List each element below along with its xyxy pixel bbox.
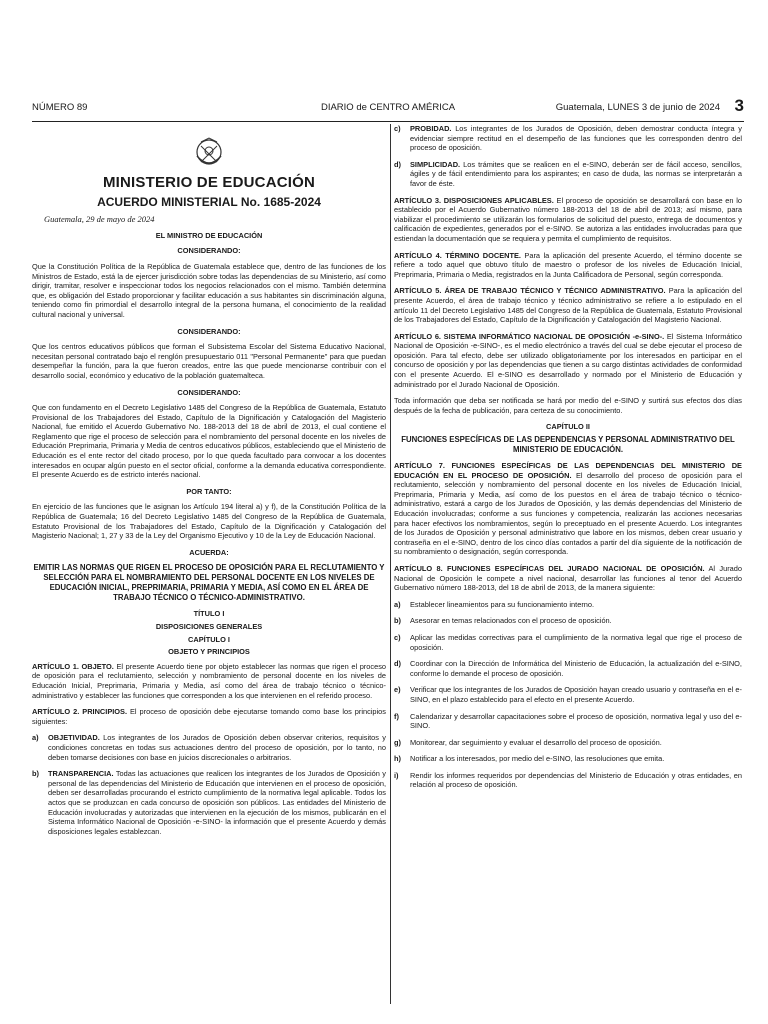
- item-label: i): [394, 770, 399, 780]
- item-text: Monitorear, dar seguimiento y evaluar el desarrollo del proceso de oposición.: [410, 737, 662, 747]
- item-text: Establecer lineamientos para su funcionamiento interno.: [410, 599, 595, 609]
- art2-head: ARTÍCULO 2. PRINCIPIOS.: [32, 707, 128, 717]
- item-label: d): [394, 159, 401, 169]
- articulo-6: [394, 332, 742, 390]
- list-item: [394, 712, 742, 731]
- item-text: Calendarizar y desarrollar capacitaciones sobre el proceso de oposición, normativa legal y uso del e-SINO.: [410, 711, 742, 731]
- item-body: Todas las actuaciones que realicen los integrantes de los Jurados de Oposición y personal de las dependencias del Ministerio de Educación que intervienen en el proceso de oposición, deben ser desarrolladas procurando el estricto cumplimiento de la normativa legal aplicable. Todos los actos que se produzcan en cada concurso de oposición son públicos. Las entidades del Ministerio de Educación involucradas y autorizadas que intervienen en la ejecución de los mismos, publicarán en el Sistema Informático Nacional de Oposición -e-SINO- la información que el presente Acuerdo y demás disposiciones legales establezcan.: [48, 769, 386, 836]
- art8-head: ARTÍCULO 8. FUNCIONES ESPECÍFICAS DEL JURADO NACIONAL DE OPOSICIÓN.: [394, 563, 705, 573]
- emitir-normas: EMITIR LAS NORMAS QUE RIGEN EL PROCESO DE OPOSICIÓN PARA EL RECLUTAMIENTO Y SELECCIÓN PARA EL NOMBRAMIENTO DEL PERSONAL DOCENTE EN LOS NIVELES DE EDUCACIÓN INICIAL, PREPRIMARIA, PRIMARIA Y MEDIA, ASÍ COMO EN EL ÁREA DE TRABAJO TÉCNICO O TÉCNICO-ADMINISTRATIVO.: [33, 563, 385, 603]
- articulo-2: [32, 707, 386, 726]
- objeto-principios-heading: OBJETO Y PRINCIPIOS: [168, 647, 250, 657]
- acuerdo-title: ACUERDO MINISTERIAL No. 1685-2024: [97, 194, 321, 209]
- art2-text: El proceso de oposición debe ejecutarse tomando como base los principios siguientes:: [32, 707, 386, 726]
- item-label: h): [394, 754, 401, 764]
- art1-head: ARTÍCULO 1. OBJETO.: [32, 661, 114, 671]
- page-number: 3: [734, 96, 744, 115]
- item-head: OBJETIVIDAD.: [48, 733, 100, 743]
- art8-text: Al Jurado Nacional de Oposición le compete a nivel nacional, desarrollar las funciones al tenor del Acuerdo Gubernativo número 188-2013, del 18 de abril de 2013, de la manera siguiente:: [394, 563, 742, 593]
- art3-head: ARTÍCULO 3. DISPOSICIONES APLICABLES.: [394, 195, 554, 205]
- item-text: Rendir los informes requeridos por dependencias del Ministerio de Educación y otras entidades, en relación al proceso de oposición.: [410, 770, 742, 790]
- item-text: Notificar a los interesados, por medio del e-SINO, las resoluciones que emita.: [410, 754, 665, 764]
- articulo-4: [394, 251, 742, 280]
- considerando-2: Que los centros educativos públicos que forman el Subsistema Escolar del Sistema Educativo Nacional, necesitan personal contratado bajo el renglón presupuestario 011 "Personal Permanente" para que puedan desempeñar la función, para la que fueron creados, entre las que puede mencionarse contribuir con el desarrollo social, económico y educativo de la población guatemalteca.: [32, 342, 386, 380]
- item-text: [48, 733, 386, 762]
- column-divider: [390, 124, 391, 1004]
- issue-number: NÚMERO 89: [32, 102, 88, 113]
- item-text: [410, 124, 742, 153]
- disposiciones-heading: DISPOSICIONES GENERALES: [155, 622, 263, 631]
- list-item: [32, 769, 386, 836]
- item-body: Los integrantes de los Jurados de Oposición deben observar criterios, requisitos y condiciones concretas en todas sus actuaciones dentro del proceso de oposición, por lo tanto, no deben tomarse decisiones con base en juicios discrecionales o arbitrarios.: [48, 733, 386, 762]
- list-item: [32, 733, 386, 762]
- list-item: [394, 685, 742, 704]
- item-head: PROBIDAD.: [410, 124, 452, 133]
- item-label: a): [394, 599, 401, 609]
- considerando-heading: CONSIDERANDO:: [177, 246, 241, 256]
- por-tanto-heading: POR TANTO:: [186, 486, 232, 496]
- art7-head: ARTÍCULO 7. FUNCIONES ESPECÍFICAS DE LAS DEPENDENCIAS DEL MINISTERIO DE EDUCACIÓN EN EL PROCESO DE OPOSICIÓN.: [394, 461, 742, 480]
- list-item: [394, 659, 742, 678]
- item-body: Los trámites que se realicen en el e-SINO, deberán ser de fácil acceso, sencillos, ágiles y de fácil entendimiento para los aspirantes; en caso de duda, las normas se interpretarán a favor de éste.: [410, 159, 742, 188]
- item-head: SIMPLICIDAD.: [410, 159, 461, 169]
- list-item: [394, 633, 742, 652]
- capitulo-heading: CAPÍTULO I: [188, 634, 230, 644]
- list-item: [394, 738, 742, 748]
- item-label: a): [32, 733, 39, 743]
- art6-text: El Sistema Informático Nacional de Oposición -e-SINO-, es el medio electrónico a través del cual se debe ejecutar el proceso de oposición. Para tal efecto, debe ser utilizado obligatoriamente por los interesados en participar en el concurso de oposición y por las dependencias que tienen a su cargo distintas actividades de conformidad con el presente Acuerdo. El e-SINO es desarrollado y normado por el Ministerio de Educación y administrado por el Jurado Nacional de Oposición.: [394, 331, 742, 389]
- item-head: TRANSPARENCIA.: [48, 769, 114, 779]
- list-item: [394, 616, 742, 626]
- articulo-5: [394, 286, 742, 324]
- item-label: b): [32, 769, 39, 779]
- articulo-8: [394, 564, 742, 593]
- item-label: e): [394, 685, 401, 695]
- item-label: g): [394, 737, 401, 747]
- el-ministro-heading: EL MINISTRO DE EDUCACIÓN: [155, 230, 263, 240]
- item-text: [48, 769, 386, 836]
- considerando-heading: CONSIDERANDO:: [177, 326, 241, 336]
- art4-text: Para la aplicación del presente Acuerdo, el término docente se refiere a todo aquel que obtuvo título de maestro o profesor de los niveles de Educación Inicial, Preprimaria, Primaria o Media, registrados en la Junta Calificadora de Personal, según corresponda.: [394, 250, 742, 279]
- item-text: Verificar que los integrantes de los Jurados de Oposición hayan creado usuario y contraseña en el e-SINO, en el plazo establecido para el efecto en el presente Acuerdo.: [410, 685, 742, 704]
- newspaper-name: DIARIO de CENTRO AMÉRICA: [320, 102, 456, 113]
- notice-text: Toda información que deba ser notificada se hará por medio del e-SINO y surtirá sus efectos dos días después de la fecha de publicación, para certeza de su conocimiento.: [394, 396, 742, 415]
- header-rule: [32, 121, 744, 122]
- item-label: b): [394, 616, 401, 626]
- function-list: [394, 600, 742, 790]
- list-item: [394, 160, 742, 189]
- item-label: c): [394, 124, 401, 133]
- art3-text: El proceso de oposición se desarrollará con base en lo establecido por el Acuerdo Gubernativo número 188-2013 del 18 de abril de 2013; así mismo, para viabilizar el procedimiento se utilizarán los formularios de solicitud del puesto, entrega de documentos y calificación de expedientes, generados por el e-SINO. Se autoriza a las entidades involucradas para que estiendan la documentación que se requiera y permita el cumplimiento de requisitos.: [394, 195, 742, 243]
- list-item: [394, 124, 742, 153]
- list-item: [394, 754, 742, 764]
- por-tanto-text: En ejercicio de las funciones que le asignan los Artículo 194 literal a) y f), de la Constitución Política de la República de Guatemala; 16 del Decreto Legislativo 1485 del Congreso de la República de Guatemala, Estatuto Provisional de los Trabajadores del Estado, Capítulo de la Dignificación y Catalogación del Magisterio Nacional; 1, 27 y 33 de la Ley del Organismo Ejecutivo y 10 de la Ley de Educación Nacional.: [32, 502, 386, 541]
- capitulo-2-heading: CAPÍTULO II: [546, 422, 590, 432]
- funciones-heading: FUNCIONES ESPECÍFICAS DE LAS DEPENDENCIAS Y PERSONAL ADMINISTRATIVO DEL MINISTERIO DE EDUCACIÓN.: [401, 435, 735, 455]
- art7-text: El desarrollo del proceso de oposición para el reclutamiento, selección y nombramiento del personal docente en los niveles de Educación Inicial, Preprimaria, Primaria y Media, así como de los puestos en el área de trabajo técnico o técnico-administrativo, estará a cargo de los Jurados de Oposición, y las demás dependencias del Ministerio de Educación involucradas; conforme a sus funciones y competencia, realizarán las acciones necesarias para hacer efectivos los nombramientos, según lo preceptuado en el presente Acuerdo. Los integrantes de los Jurados de Oposición y personal administrativo que labore en los mismos, deben crear usuario y contraseña en el e-SINO, dentro de los cinco días contados a partir del día siguiente de la notificación de su nombramiento o designación, según corresponda.: [394, 470, 742, 557]
- acuerda-heading: ACUERDA:: [189, 547, 229, 557]
- item-body: Los integrantes de los Jurados de Oposición, deben demostrar conducta íntegra y evidenciar siempre rectitud en el desempeño de las funciones que les corresponden dentro del proceso de oposición.: [410, 124, 742, 153]
- art1-text: El presente Acuerdo tiene por objeto establecer las normas que rigen el proceso de oposición para el reclutamiento, selección y nombramiento de personal docente en los niveles de Educación Inicial, Preprimaria, Primaria y Media, así como del área de trabajo técnico o técnico-administrativo y establecer las funciones que corresponden a los que intervienen en el referido proceso.: [32, 661, 386, 700]
- articulo-7: [394, 461, 742, 557]
- art5-head: ARTÍCULO 5. ÁREA DE TRABAJO TÉCNICO Y TÉCNICO ADMINISTRATIVO.: [394, 286, 666, 296]
- page-header: [32, 98, 744, 120]
- articulo-3: [394, 196, 742, 244]
- titulo-heading: TÍTULO I: [193, 609, 225, 619]
- item-text: Asesorar en temas relacionados con el proceso de oposición.: [410, 616, 612, 626]
- list-item: [394, 600, 742, 610]
- considerando-3: Que con fundamento en el Decreto Legislativo 1485 del Congreso de la República de Guatemala, Estatuto Provisional de los Trabajadores del Estado, Capítulo de la Dignificación y Catalogación del Magisterio Nacional, fue emitido el Acuerdo Gubernativo No. 188-2013 del 18 de abril de 2013, el cual contiene el Reglamento que rige el proceso de selección para el nombramiento del personal docente en los niveles de Educación Preprimaria, Primaria y Media de centros educativos públicos, estableciendo que el Ministerio de Educación es el ente rector del citado proceso, por lo que queda facultado para convocar a los docentes interesados en ocupar algún puesto en el sector oficial, conforme a la demanda educativa correspondiente. El presente Acuerdo es de estricto interés nacional.: [32, 403, 386, 480]
- list-item: [394, 771, 742, 790]
- item-text: Coordinar con la Dirección de Informática del Ministerio de Educación, la actualización del e-SINO, conforme lo demande el proceso de oposición.: [410, 659, 742, 678]
- item-label: d): [394, 659, 401, 669]
- considerando-1: Que la Constitución Política de la República de Guatemala establece que, dentro de las funciones de los Ministros de Estado, está la de ejercer jurisdicción sobre todas las dependencias de su Ministerio, así como dirigir, tramitar, resolver e inspeccionar todos los negocios relacionados con el mismo. También determina que, es obligación del Estado proporcionar y facilitar educación a sus habitantes sin discriminación alguna, teniendo como fin primordial el desarrollo integral de la persona humana, el conocimiento de la realidad cultural nacional y universal.: [32, 261, 386, 319]
- place-date: Guatemala, 29 de mayo de 2024: [44, 214, 155, 225]
- art4-head: ARTÍCULO 4. TÉRMINO DOCENTE.: [394, 250, 521, 260]
- right-column: [394, 124, 742, 797]
- art6-head: ARTÍCULO 6. SISTEMA INFORMÁTICO NACIONAL DE OPOSICIÓN -e-SINO-.: [394, 331, 665, 341]
- coat-of-arms-icon: [191, 134, 227, 174]
- issue-date: Guatemala, LUNES 3 de junio de 2024: [555, 102, 720, 113]
- considerando-heading: CONSIDERANDO:: [177, 387, 241, 397]
- item-label: f): [394, 711, 399, 721]
- art5-text: Para la aplicación del presente Acuerdo, el área de trabajo técnico y técnico administrativo se refiere a lo estipulado en el artículo 11 del Decreto Legislativo 1485 del Congreso de la República de Guatemala, Estatuto Provisional de los Trabajadores del Estado, Capítulo de la Dignificación y Catalogación del Magisterio Nacional.: [394, 286, 742, 325]
- item-text: [410, 160, 742, 189]
- ministry-title: MINISTERIO DE EDUCACIÓN: [102, 174, 316, 191]
- item-label: c): [394, 632, 401, 642]
- articulo-1: [32, 662, 386, 700]
- left-column: [32, 124, 386, 843]
- item-text: Aplicar las medidas correctivas para el cumplimiento de la normativa legal que rige el proceso de oposición.: [410, 632, 742, 652]
